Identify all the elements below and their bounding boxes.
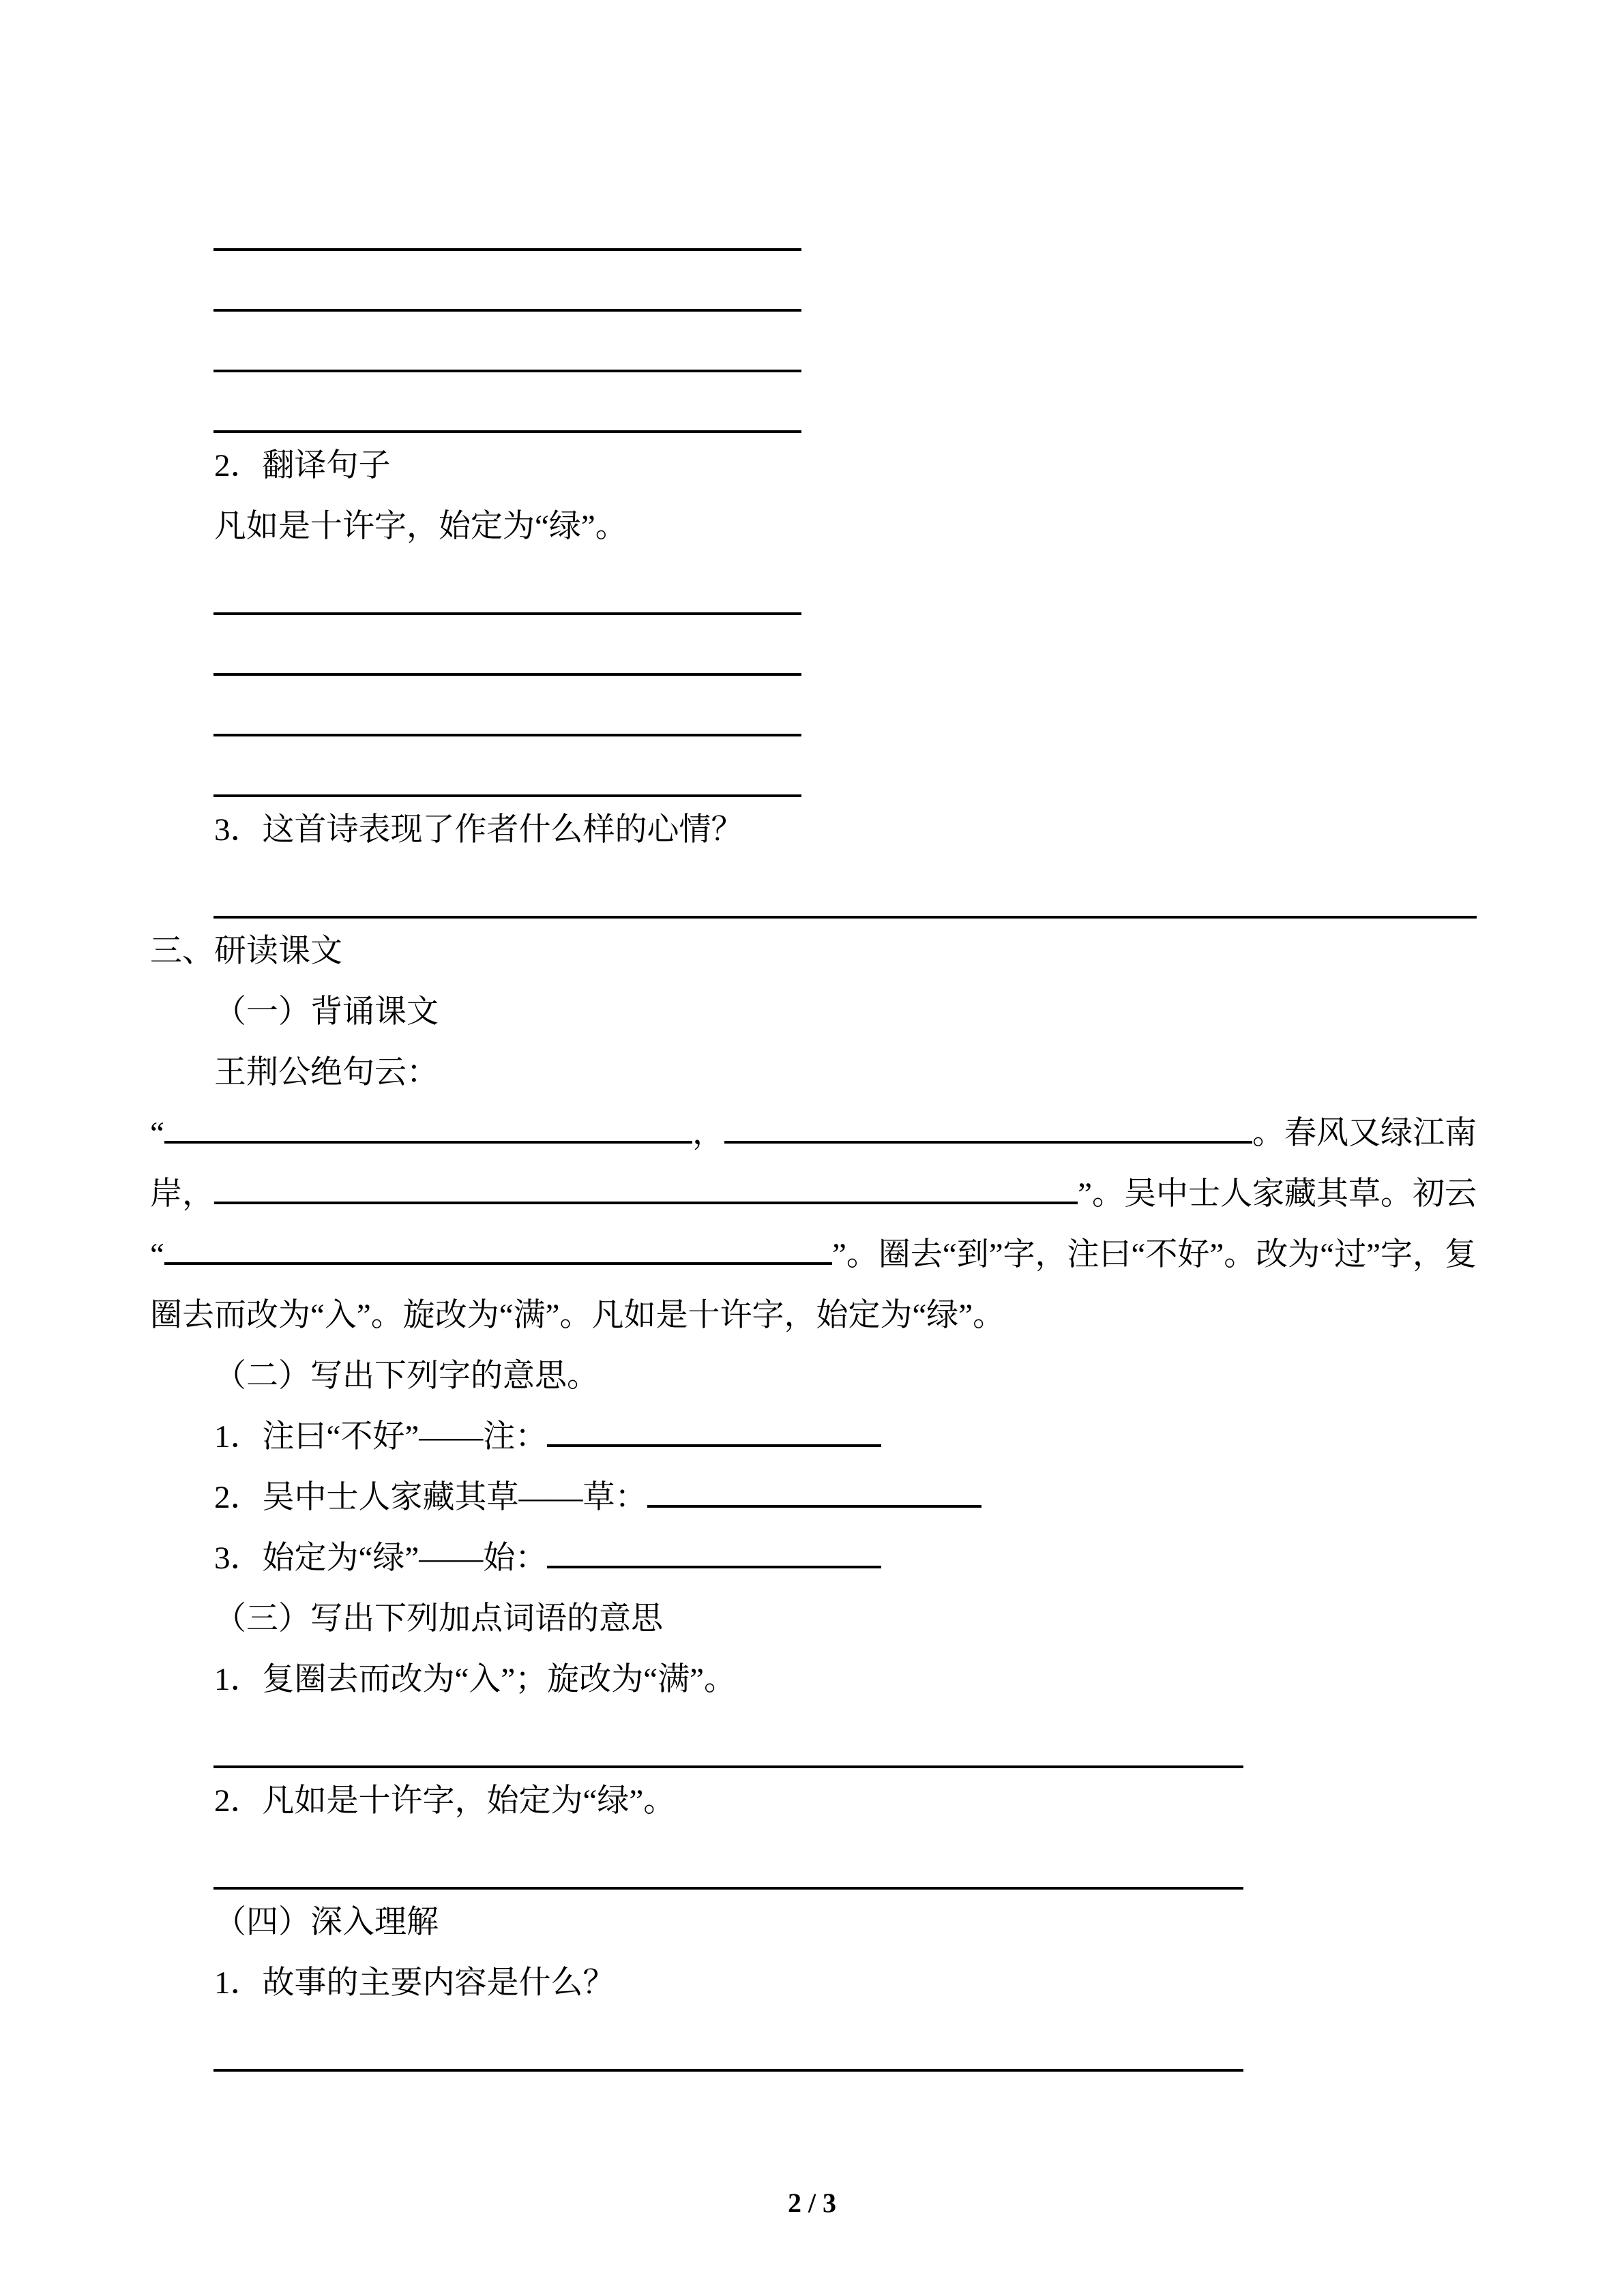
fill-in-item-label: 3．始定为“绿”——始：: [214, 1540, 548, 1576]
answer-blank-line: [213, 1765, 1243, 1768]
subsection-heading-row: [150, 1892, 1477, 1953]
page-content: [150, 193, 1477, 2074]
fill-in-underline: [164, 1262, 832, 1265]
recite-intro-row: [150, 1043, 1477, 1103]
question-row: [150, 1953, 1477, 2014]
fill-in-item-label: 1．注曰“不好”——注：: [214, 1419, 548, 1455]
answer-blank-row: [150, 557, 1477, 618]
answer-blank-line: [213, 612, 801, 615]
question-label: 1．复圈去而改为“入”；旋改为“满”。: [214, 1662, 736, 1697]
answer-blank-line: [213, 673, 801, 676]
answer-blank-row: [150, 2014, 1477, 2074]
answer-blank-line: [213, 794, 801, 797]
recite-line-text: 圈去而改为“入”。旋改为“满”。凡如是十许字，始定为“绿”。: [150, 1298, 1005, 1333]
question-row: [150, 1650, 1477, 1710]
subsection-heading-row: [150, 1589, 1477, 1650]
question-sentence-row: [150, 496, 1477, 557]
fill-in-underline: [164, 1141, 692, 1144]
fill-in-underline: [214, 1202, 1078, 1204]
subsection-heading: （三）写出下列加点词语的意思: [214, 1601, 663, 1637]
subsection-heading-row: [150, 982, 1477, 1043]
answer-blank-row: [150, 314, 1477, 375]
fill-in-item-row: [150, 1407, 1477, 1467]
answer-blank-row: [150, 375, 1477, 436]
question-label: 2．翻译句子: [214, 448, 391, 483]
question-row: [150, 1771, 1477, 1832]
subsection-heading: （一）背诵课文: [214, 994, 439, 1030]
open-quote: “: [150, 1237, 164, 1272]
answer-blank-line: [213, 734, 801, 736]
answer-blank-row: [150, 861, 1477, 921]
fill-in-underline: [647, 1505, 981, 1508]
answer-blank-line: [213, 370, 801, 372]
fill-in-item-label: 2．吴中士人家藏其草——草：: [214, 1480, 647, 1515]
question-label: 2．凡如是十许字，始定为“绿”。: [214, 1783, 676, 1819]
answer-blank-row: [150, 679, 1477, 739]
question-label: 1．故事的主要内容是什么？: [214, 1965, 615, 2001]
page-number: 2 / 3: [787, 2188, 837, 2218]
fill-in-underline: [547, 1566, 881, 1568]
recite-line-tail: 。春风又绿江南: [1252, 1116, 1477, 1151]
recite-intro: 王荆公绝句云：: [214, 1055, 439, 1090]
answer-blank-line: [213, 1887, 1243, 1890]
answer-blank-row: [150, 618, 1477, 679]
answer-blank-line: [213, 430, 801, 433]
fill-in-item-row: [150, 1467, 1477, 1528]
question-row: [150, 800, 1477, 861]
answer-blank-line: [213, 309, 801, 312]
answer-blank-row: [150, 1710, 1477, 1771]
answer-blank-row: [150, 1832, 1477, 1892]
recite-line: [150, 1225, 1477, 1285]
recite-line: [150, 1285, 1477, 1346]
subsection-heading-row: [150, 1346, 1477, 1407]
fill-in-underline: [547, 1444, 881, 1447]
separator-comma: ，: [692, 1116, 724, 1151]
fill-in-item-row: [150, 1528, 1477, 1589]
subsection-heading: （四）深入理解: [214, 1905, 439, 1940]
section-heading: 三、研读课文: [150, 934, 342, 969]
recite-line-tail: ”。吴中士人家藏其草。初云: [1078, 1176, 1477, 1212]
question-sentence: 凡如是十许字，始定为“绿”。: [214, 509, 628, 544]
recite-line-tail: ”。圈去“到”字，注曰“不好”。改为“过”字，复: [831, 1237, 1477, 1272]
answer-blank-line: [213, 2069, 1243, 2072]
recite-line: [150, 1103, 1477, 1164]
answer-blank-row: [150, 739, 1477, 800]
open-quote: “: [150, 1116, 164, 1151]
question-row: [150, 436, 1477, 496]
answer-blank-row: [150, 254, 1477, 314]
answer-blank-line: [213, 248, 801, 251]
subsection-heading: （二）写出下列字的意思。: [214, 1358, 599, 1394]
question-label: 3．这首诗表现了作者什么样的心情？: [214, 812, 743, 848]
answer-blank-row: [150, 193, 1477, 254]
fill-in-underline: [724, 1141, 1252, 1144]
recite-line: [150, 1164, 1477, 1225]
answer-blank-line: [213, 916, 1477, 919]
recite-line-head: 岸，: [150, 1176, 214, 1212]
section-heading-row: [150, 921, 1477, 982]
